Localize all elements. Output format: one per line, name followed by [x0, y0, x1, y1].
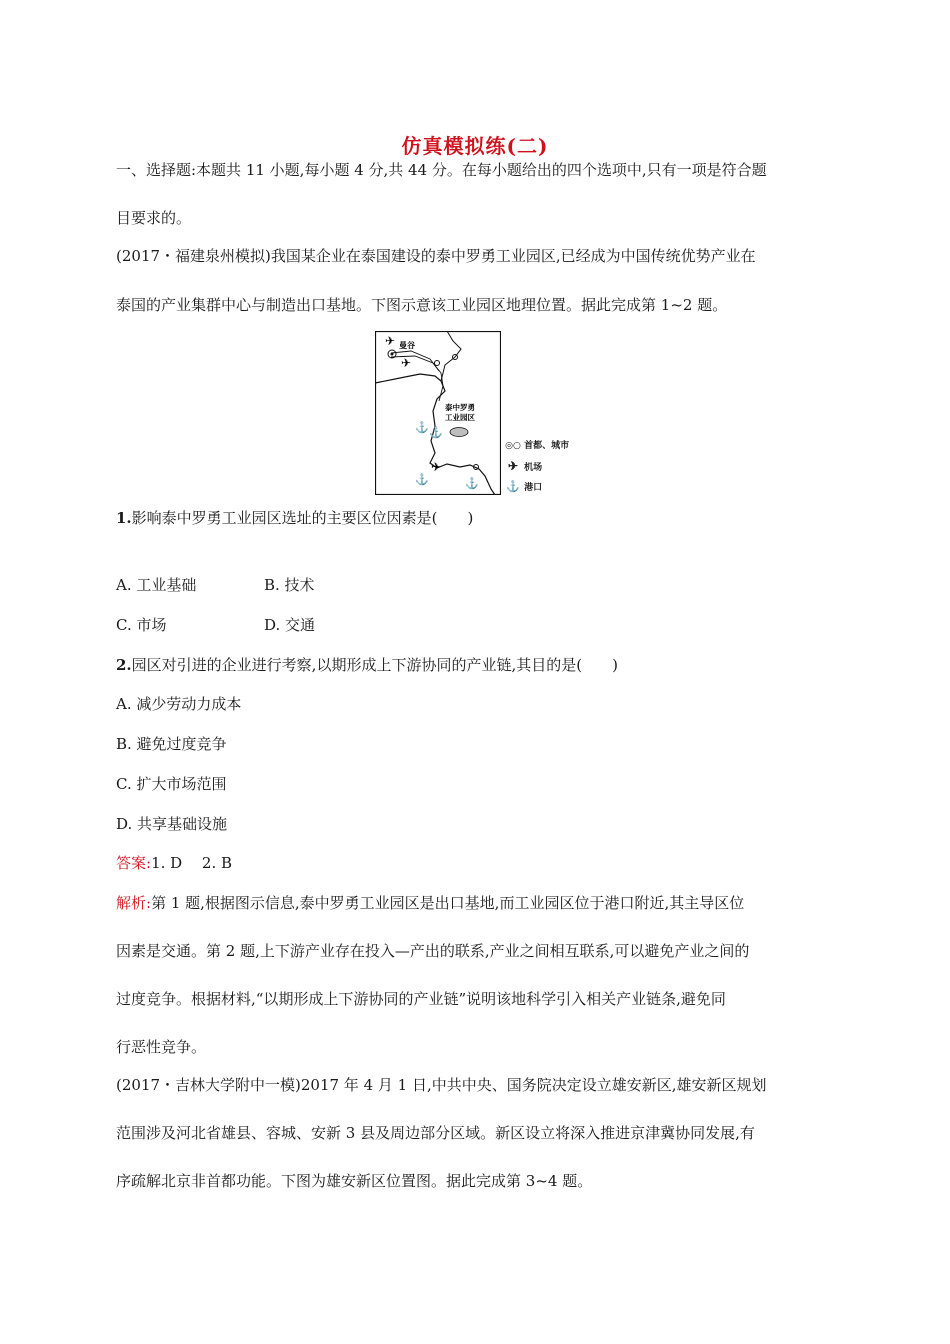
- port-icon: ⚓: [415, 421, 429, 434]
- question-stem: 影响泰中罗勇工业园区选址的主要区位因素是( ): [131, 509, 474, 527]
- port-icon: ⚓: [429, 426, 443, 439]
- answer: [116, 853, 232, 873]
- q1-option-c[interactable]: C. 市场: [116, 616, 167, 634]
- city-label-bangkok: 曼谷: [399, 340, 415, 350]
- legend-item-port: [505, 481, 542, 494]
- analysis-text: 第 1 题,根据图示信息,泰中罗勇工业园区是出口基地,而工业园区位于港口附近,其主导区位: [151, 894, 745, 912]
- group1-intro-line-1: (2017・福建泉州模拟)我国某企业在泰国建设的泰中罗勇工业园区,已经成为中国传统优势产业在: [116, 247, 756, 265]
- legend-label: 机场: [524, 463, 543, 473]
- answer-text: 1. D 2. B: [151, 854, 233, 872]
- legend-label: 港口: [524, 483, 543, 493]
- group1-intro-line-2: 泰国的产业集群中心与制造出口基地。下图示意该工业园区地理位置。据此完成第 1~2 题。: [116, 296, 728, 314]
- capital-center: [391, 353, 394, 356]
- airport-icon: ✈: [507, 459, 519, 473]
- analysis-line-2: 因素是交通。第 2 题,上下游产业存在投入—产出的联系,产业之间相互联系,可以避免产业之间的: [116, 942, 750, 960]
- port-icon: ⚓: [465, 477, 479, 490]
- airport-icon: ✈: [385, 334, 396, 348]
- port-icon: ⚓: [415, 473, 429, 486]
- legend-label: 首都、城市: [524, 441, 570, 451]
- section-instructions-line-1: 一、选择题:本题共 11 小题,每小题 4 分,共 44 分。在每小题给出的四个选项中,只有一项是符合题: [116, 161, 767, 179]
- section-instructions-line-2: 目要求的。: [116, 209, 192, 227]
- analysis-line-4: 行恶性竞争。: [116, 1038, 207, 1056]
- q1-option-a[interactable]: A. 工业基础: [116, 576, 197, 594]
- group2-intro-line-1: (2017・吉林大学附中一模)2017 年 4 月 1 日,中共中央、国务院决定设立雄安新区,雄安新区规划: [116, 1076, 767, 1094]
- thailand-industrial-park-map: [375, 331, 501, 495]
- airport-icon: ✈: [401, 356, 412, 370]
- capital-city-icon: ◎○: [505, 441, 521, 451]
- q1-option-d[interactable]: D. 交通: [264, 616, 316, 634]
- port-icon: ⚓: [506, 480, 520, 493]
- q1-option-b[interactable]: B. 技术: [264, 576, 315, 594]
- legend-item-airport: [505, 460, 542, 474]
- industrial-park-area: [450, 428, 468, 437]
- analysis-label: 解析:: [116, 894, 152, 912]
- group2-intro-line-2: 范围涉及河北省雄县、容城、安新 3 县及周边部分区域。新区设立将深入推进京津冀协同发展,有: [116, 1124, 755, 1142]
- question-stem: 园区对引进的企业进行考察,以期形成上下游协同的产业链,其目的是( ): [131, 656, 618, 674]
- group2-intro-line-3: 序疏解北京非首都功能。下图为雄安新区位置图。据此完成第 3~4 题。: [116, 1172, 593, 1190]
- question-2: [116, 655, 618, 675]
- question-number: 2.: [116, 656, 132, 674]
- park-label-line-1: 泰中罗勇: [445, 403, 475, 412]
- q2-option-d[interactable]: D. 共享基础设施: [116, 815, 228, 833]
- question-number: 1.: [116, 509, 132, 527]
- answer-label: 答案:: [116, 854, 152, 872]
- legend-item-capital: [505, 440, 569, 452]
- airport-icon: ✈: [431, 460, 442, 474]
- question-1: [116, 508, 473, 528]
- park-label-line-2: 工业园区: [445, 413, 475, 422]
- page-title: 仿真模拟练(二): [401, 134, 549, 158]
- analysis-line-3: 过度竞争。根据材料,“以期形成上下游协同的产业链”说明该地科学引入相关产业链条,避免同: [116, 990, 726, 1008]
- q2-option-b[interactable]: B. 避免过度竞争: [116, 735, 227, 753]
- q2-option-a[interactable]: A. 减少劳动力成本: [116, 695, 242, 713]
- q2-option-c[interactable]: C. 扩大市场范围: [116, 775, 227, 793]
- analysis-line-1: [116, 893, 744, 913]
